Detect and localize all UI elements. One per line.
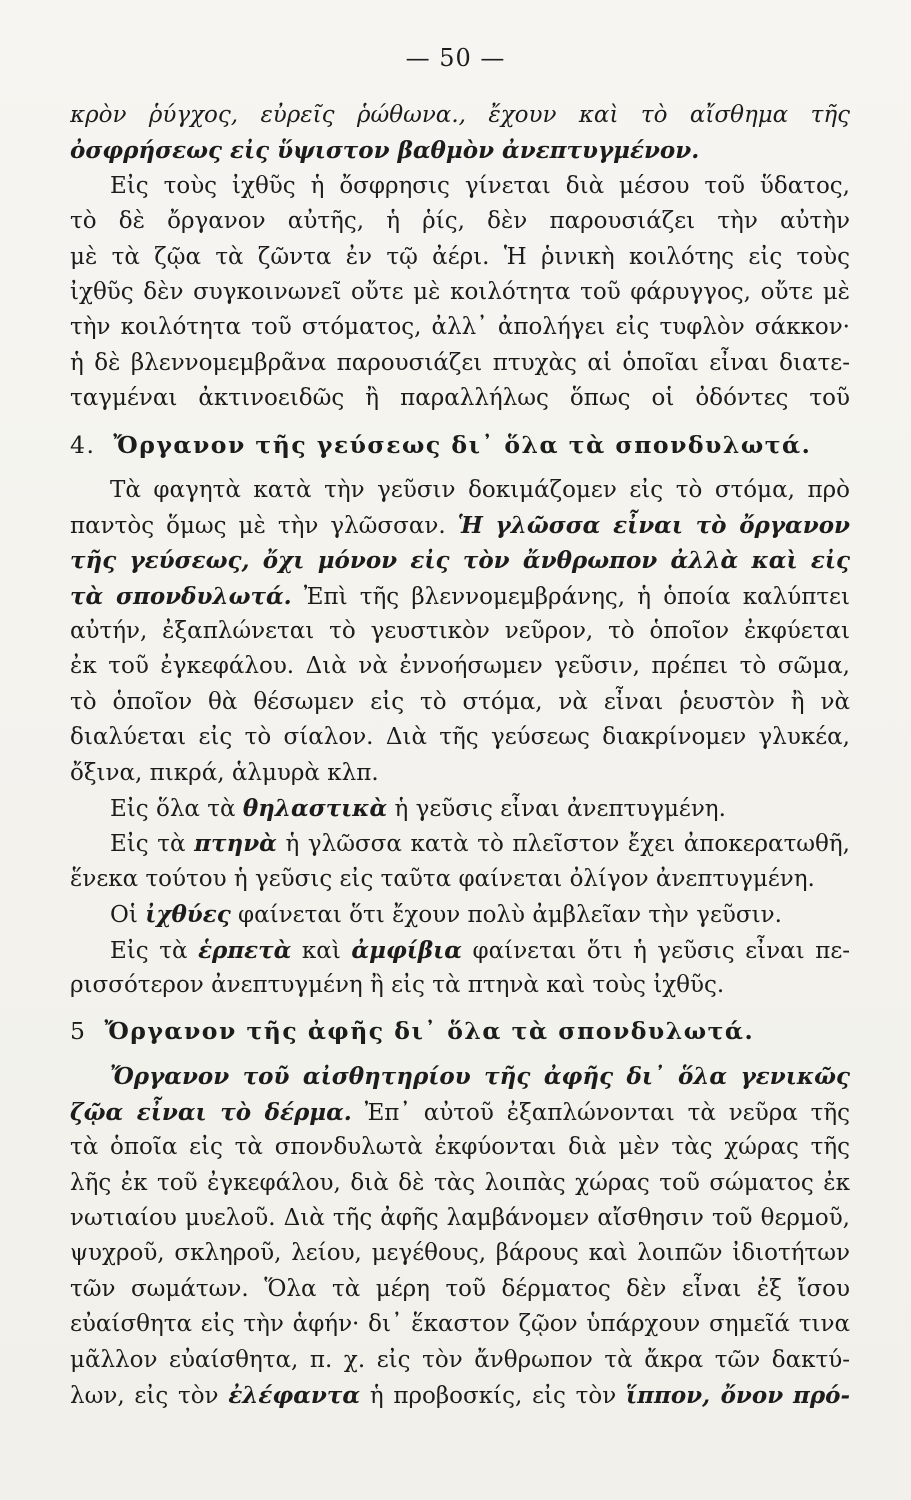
text-line: εὐαίσθητα εἰς τὴν ἁφήν· δι᾽ ἕκαστον ζῷον ὑπάρχουν σημεῖά τινα: [70, 1311, 850, 1338]
text-line: τῶν σωμάτων. Ὅλα τὰ μέρη τοῦ δέρματος δὲν εἶναι ἐξ ἴσου: [70, 1275, 850, 1302]
text-line: Εἰς τὰ πτηνὰ ἡ γλῶσσα κατὰ τὸ πλεῖστον ἔχει ἀποκερατωθῆ,: [110, 830, 850, 858]
text-line: Ὄργανον τοῦ αἰσθητηρίου τῆς ἀφῆς δι᾽ ὅλα γενικῶς: [110, 1063, 850, 1091]
text-line: μὲ τὰ ζῷα τὰ ζῶντα ἐν τῷ ἀέρι. Ἡ ῥινικὴ κοιλότης εἰς τοὺς: [70, 243, 850, 270]
text-line: Εἰς τοὺς ἰχθῦς ἡ ὄσφρησις γίνεται διὰ μέσου τοῦ ὕδατος,: [110, 172, 850, 199]
body-text: [70, 98, 850, 1413]
section-heading-4: [70, 417, 850, 473]
text-line: τὴν κοιλότητα τοῦ στόματος, ἀλλ᾽ ἀπολήγει εἰς τυφλὸν σάκκον·: [70, 314, 850, 341]
section-number: 5: [70, 1017, 87, 1046]
text-line: λων, εἰς τὸν ἐλέφαντα ἡ προβοσκίς, εἰς τὸν ἵππον, ὄνον πρό-: [70, 1381, 850, 1409]
text-line: ἕνεκα τούτου ἡ γεῦσις εἰς ταῦτα φαίνεται ὀλίγον ἀνεπτυγμένη.: [70, 865, 815, 892]
text-line: Τὰ φαγητὰ κατὰ τὴν γεῦσιν δοκιμάζομεν εἰς τὸ στόμα, πρὸ: [110, 476, 850, 503]
text-line: κρὸν ῥύγχος, εὐρεῖς ῥώθωνα., ἔχουν καὶ τὸ αἴσθημα τῆς: [70, 102, 850, 128]
text-line: τὰ ὁποῖα εἰς τὰ σπονδυλωτὰ ἐκφύονται διὰ μὲν τὰς χώρας τῆς: [70, 1134, 850, 1161]
text-line: τὸ δὲ ὄργανον αὐτῆς, ἡ ῥίς, δὲν παρουσιάζει τὴν αὐτὴν: [70, 208, 850, 235]
text-line: τῆς γεύσεως, ὄχι μόνον εἰς τὸν ἄνθρωπον ἀλλὰ καὶ εἰς: [70, 547, 850, 575]
text-line: ταγμέναι ἀκτινοειδῶς ἢ παραλλήλως ὅπως οἱ ὀδόντες τοῦ: [70, 385, 850, 412]
text-line: λῆς ἐκ τοῦ ἐγκεφάλου, διὰ δὲ τὰς λοιπὰς χώρας τοῦ σώματος ἐκ: [70, 1169, 850, 1196]
text-line: μᾶλλον εὐαίσθητα, π. χ. εἰς τὸν ἄνθρωπον τὰ ἄκρα τῶν δακτύ-: [70, 1346, 850, 1373]
text-line: Οἱ ἰχθύες φαίνεται ὅτι ἔχουν πολὺ ἀμβλεῖαν τὴν γεῦσιν.: [110, 901, 782, 929]
text-line: ψυχροῦ, σκληροῦ, λείου, μεγέθους, βάρους καὶ λοιπῶν ἰδιοτήτων: [70, 1240, 850, 1267]
section-heading-5: [70, 1003, 850, 1059]
text-line: παντὸς ὅμως μὲ τὴν γλῶσσαν. Ἡ γλῶσσα εἶναι τὸ ὄργανον: [70, 511, 850, 539]
text-line: ρισσότερον ἀνεπτυγμένη ἢ εἰς τὰ πτηνὰ καὶ τοὺς ἰχθῦς.: [70, 971, 725, 998]
section-number: 4.: [70, 430, 96, 459]
section-title: Ὄργανον τῆς ἀφῆς δι᾽ ὅλα τὰ σπονδυλωτά.: [104, 1017, 755, 1046]
page-number: — 50 —: [405, 44, 506, 72]
text-line: ὄξινα, πικρά, ἁλμυρὰ κλπ.: [70, 759, 379, 786]
text-line: τὰ σπονδυλωτά. Ἐπὶ τῆς βλεννομεμβράνης, ἡ ὁποία καλύπτει: [70, 582, 850, 610]
text-line: νωτιαίου μυελοῦ. Διὰ τῆς ἀφῆς λαμβάνομεν αἴσθησιν τοῦ θερμοῦ,: [70, 1204, 850, 1231]
text-line: ἐκ τοῦ ἐγκεφάλου. Διὰ νὰ ἐννοήσωμεν γεῦσιν, πρέπει τὸ σῶμα,: [70, 653, 850, 680]
text-line: ἰχθῦς δὲν συγκοινωνεῖ οὔτε μὲ κοιλότητα τοῦ φάρυγγος, οὔτε μὲ: [70, 278, 850, 305]
text-line: αὐτήν, ἐξαπλώνεται τὸ γευστικὸν νεῦρον, τὸ ὁποῖον ἐκφύεται: [70, 618, 850, 645]
text-line: Εἰς ὅλα τὰ θηλαστικὰ ἡ γεῦσις εἶναι ἀνεπτυγμένη.: [110, 795, 726, 823]
text-line: διαλύεται εἰς τὸ σίαλον. Διὰ τῆς γεύσεως διακρίνομεν γλυκέα,: [70, 724, 850, 751]
section-title: Ὄργανον τῆς γεύσεως δι᾽ ὅλα τὰ σπονδυλωτά.: [113, 430, 812, 459]
text-line: ὀσφρήσεως εἰς ὕψιστον βαθμὸν ἀνεπτυγμένον.: [70, 137, 700, 165]
text-line: Εἰς τὰ ἑρπετὰ καὶ ἀμφίβια φαίνεται ὅτι ἡ γεῦσις εἶναι πε-: [110, 936, 850, 964]
text-line: ζῷα εἶναι τὸ δέρμα. Ἐπ᾽ αὐτοῦ ἐξαπλώνονται τὰ νεῦρα τῆς: [70, 1098, 850, 1126]
text-line: ἡ δὲ βλεννομεμβρᾶνα παρουσιάζει πτυχὰς αἱ ὁποῖαι εἶναι διατε-: [70, 349, 850, 376]
text-line: τὸ ὁποῖον θὰ θέσωμεν εἰς τὸ στόμα, νὰ εἶναι ῥευστὸν ἢ νὰ: [70, 688, 850, 715]
